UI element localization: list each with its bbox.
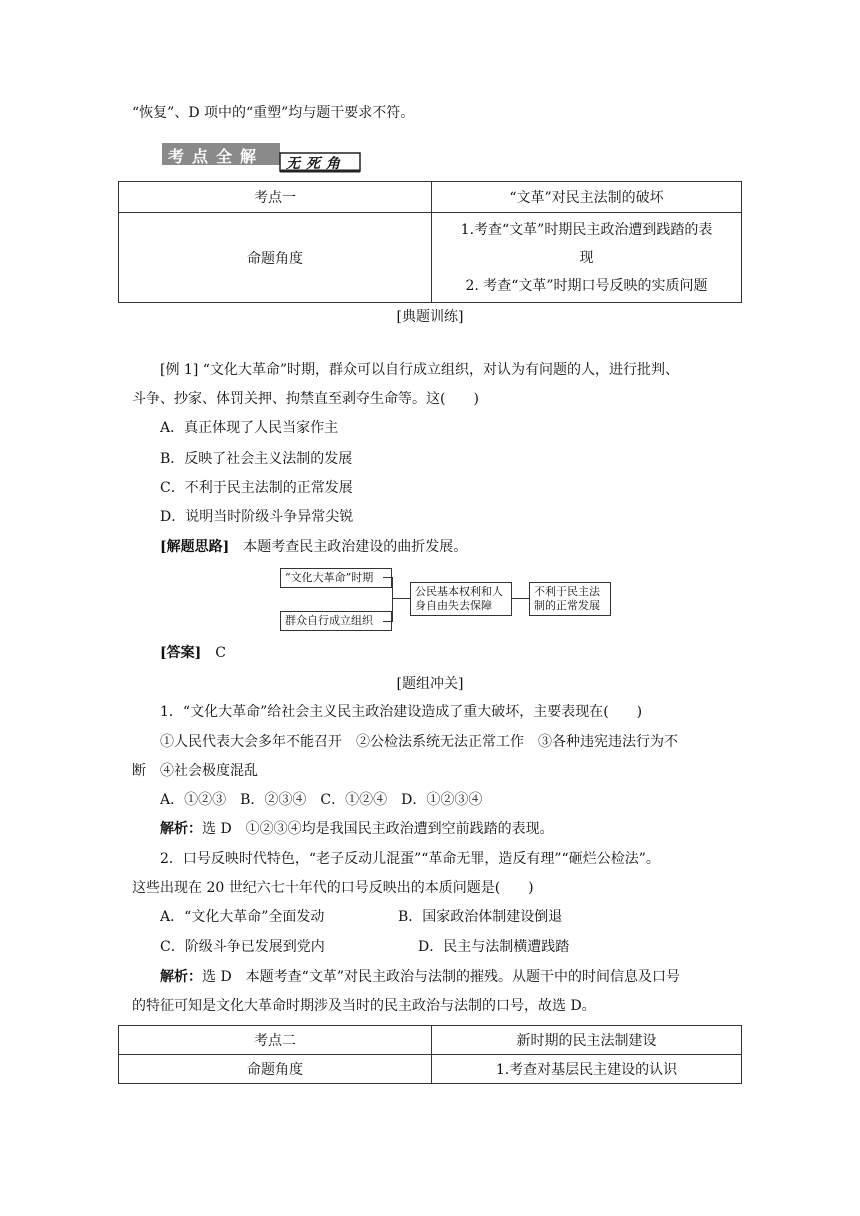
table1-angle-line: 2. 考查“文革”时期口号反映的实质问题 bbox=[465, 277, 708, 294]
diagram-box-period: “文化大革命”时期 bbox=[280, 568, 392, 588]
example-stem-line: 斗争、抄家、体罚关押、拘禁直至剥夺生命等。这( ) bbox=[132, 391, 479, 407]
table1-angle-label: 命题角度 bbox=[119, 213, 432, 303]
table2-topic-label: 考点二 bbox=[119, 1026, 432, 1055]
solution-idea-label: [解题思路] bbox=[160, 539, 230, 555]
diagram-box-rights-line: 公民基本权利和人 bbox=[415, 585, 503, 598]
section-heading-training: [典题训练] bbox=[396, 309, 464, 325]
diagram-box-result bbox=[529, 582, 611, 616]
q1-options: A．①②③ B．②③④ C．①②④ D．①②③④ bbox=[160, 792, 483, 808]
q1-analysis bbox=[160, 819, 554, 839]
diagram-connector bbox=[383, 621, 393, 622]
q2-analysis-cont: 的特征可知是文化大革命时期涉及当时的民主政治与法制的口号，故选 D。 bbox=[132, 998, 596, 1014]
diagram-arrow bbox=[392, 598, 410, 599]
table1-angle-content bbox=[432, 213, 742, 303]
diagram-box-result-line: 制的正常发展 bbox=[534, 599, 600, 612]
intro-line: “恢复”、D 项中的“重塑”均与题干要求不符。 bbox=[132, 105, 415, 121]
q2-analysis-text: 选 D 本题考查“文革”对民主政治与法制的摧残。从题干中的时间信息及口号 bbox=[202, 969, 680, 985]
solution-idea bbox=[160, 537, 467, 557]
table1-topic-label: 考点一 bbox=[119, 182, 432, 213]
diagram-box-organization: 群众自行成立组织 bbox=[280, 611, 392, 631]
diagram-box-rights bbox=[410, 582, 512, 616]
solution-idea-text: 本题考查民主政治建设的曲折发展。 bbox=[243, 539, 468, 555]
section-heading-practice: [题组冲关] bbox=[396, 676, 464, 692]
table2-angle-content: 1.考查对基层民主建设的认识 bbox=[432, 1055, 742, 1084]
table1-angle-line: 现 bbox=[579, 249, 594, 266]
q1-analysis-label: 解析： bbox=[160, 821, 202, 837]
example-stem-line: [例 1] “文化大革命”时期，群众可以自行成立组织，对认为有问题的人，进行批判、 bbox=[160, 362, 680, 378]
q2-stem: 这些出现在 20 世纪六七十年代的口号反映出的本质问题是( ) bbox=[132, 880, 534, 896]
table2-angle-label: 命题角度 bbox=[119, 1055, 432, 1084]
answer-label: [答案] bbox=[160, 645, 202, 661]
topic-table-1 bbox=[118, 181, 742, 303]
topic-table-2 bbox=[118, 1025, 742, 1084]
q2-option-c: C．阶级斗争已发展到党内 bbox=[160, 939, 325, 955]
q1-items: ①人民代表大会多年不能召开 ②公检法系统无法正常工作 ③各种违宪违法行为不 bbox=[160, 734, 678, 750]
q1-stem: 1．“文化大革命”给社会主义民主政治建设造成了重大破坏，主要表现在( ) bbox=[160, 704, 643, 720]
q2-analysis-label: 解析： bbox=[160, 969, 202, 985]
q1-items: 断 ④社会极度混乱 bbox=[132, 763, 258, 779]
diagram-connector bbox=[392, 577, 393, 621]
diagram-connector bbox=[383, 577, 393, 578]
q2-stem: 2．口号反映时代特色，“老子反动儿混蛋”“革命无罪，造反有理”“砸烂公检法”。 bbox=[160, 851, 660, 867]
table2-topic-title: 新时期的民主法制建设 bbox=[432, 1026, 742, 1055]
q2-option-d: D．民主与法制横遭践踏 bbox=[418, 939, 570, 955]
answer-value: C bbox=[215, 645, 226, 661]
diagram-box-rights-line: 身自由失去保障 bbox=[415, 599, 492, 612]
example-option-b: B．反映了社会主义法制的发展 bbox=[160, 451, 353, 467]
example-option-c: C．不利于民主法制的正常发展 bbox=[160, 480, 353, 496]
diagram-arrow bbox=[511, 598, 529, 599]
q2-option-b: B．国家政治体制建设倒退 bbox=[398, 909, 563, 925]
q2-option-a: A．“文化大革命”全面发动 bbox=[160, 909, 325, 925]
example-option-a: A．真正体现了人民当家作主 bbox=[160, 420, 339, 436]
q1-analysis-text: 选 D ①②③④均是我国民主政治遭到空前践踏的表现。 bbox=[202, 821, 554, 837]
diagram-box-result-line: 不利于民主法 bbox=[534, 585, 600, 598]
table1-angle-line: 1.考查“文革”时期民主政治遭到践踏的表 bbox=[460, 221, 713, 238]
q2-analysis bbox=[160, 967, 680, 987]
banner-main-text: 考点全解 bbox=[168, 147, 265, 166]
section-banner bbox=[162, 143, 362, 173]
banner-sub-text: 无死角 bbox=[286, 156, 346, 172]
table1-topic-title: “文革”对民主法制的破坏 bbox=[432, 182, 742, 213]
answer-line bbox=[160, 643, 226, 663]
example-option-d: D．说明当时阶级斗争异常尖锐 bbox=[160, 509, 354, 525]
